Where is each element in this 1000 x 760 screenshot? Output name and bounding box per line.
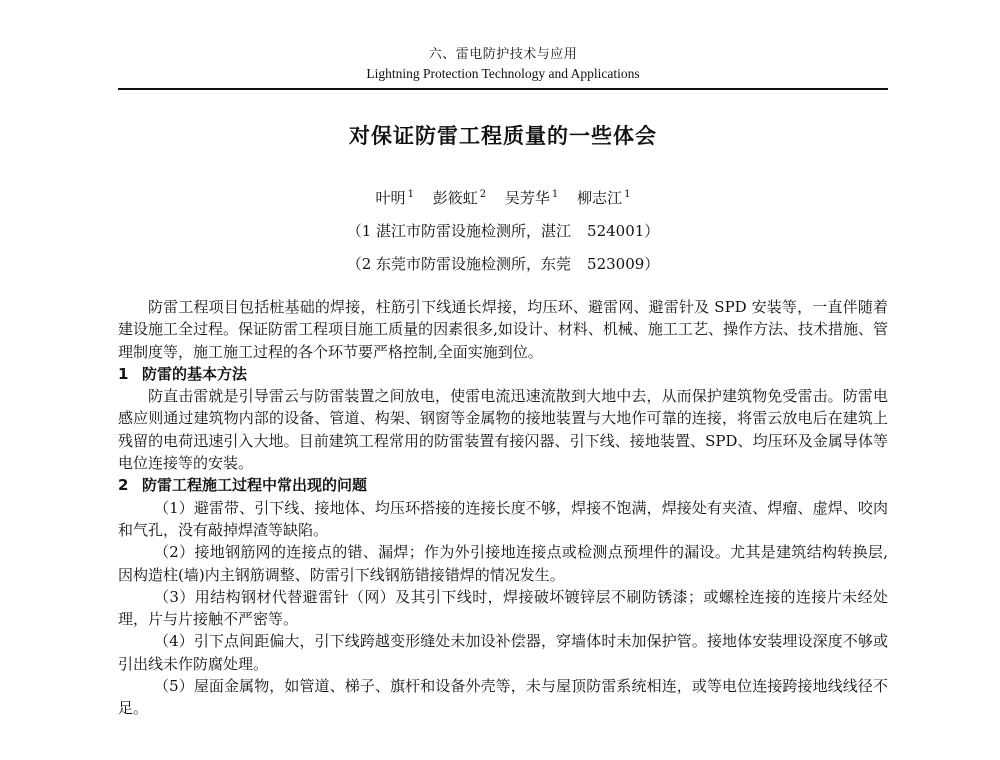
author xyxy=(577,188,630,208)
affiliation-text: （1 湛江市防雷设施检测所，湛江 xyxy=(346,222,572,240)
problem-item: （3）用结构钢材代替避雷针（网）及其引下线时，焊接破坏镀锌层不刷防锈漆；或螺栓连接的连接片未经处理，片与片接触不严密等。 xyxy=(118,587,888,629)
running-head-chinese: 六、雷电防护技术与应用 xyxy=(428,47,578,62)
affiliation-text: （2 东莞市防雷设施检测所，东莞 xyxy=(346,255,572,273)
author-affiliation-mark: 2 xyxy=(479,189,487,200)
author xyxy=(505,188,558,208)
section-number: 1 xyxy=(118,364,129,383)
problem-item: （1）避雷带、引下线、接地体、均压环搭接的连接长度不够，焊接不饱满，焊接处有夹渣、焊瘤、虚焊、咬肉和气孔，没有敲掉焊渣等缺陷。 xyxy=(118,498,888,539)
section-number: 2 xyxy=(118,476,129,495)
author-list xyxy=(118,188,888,208)
postal-code: 524001） xyxy=(587,222,660,240)
running-head xyxy=(118,46,888,82)
author-affiliation-mark: 1 xyxy=(407,189,414,200)
body-text xyxy=(118,296,888,720)
problem-item: （5）屋面金属物，如管道、梯子、旗杆和设备外壳等，未与屋顶防雷系统相连，或等电位连接跨接地线线径不足。 xyxy=(118,677,888,718)
affiliation-line xyxy=(118,254,888,274)
problem-item: （4）引下点间距偏大，引下线跨越变形缝处未加设补偿器，穿墙体时未加保护管。接地体安装埋设深度不够或引出线未作防腐处理。 xyxy=(118,632,888,673)
author xyxy=(433,188,486,208)
affiliation-line xyxy=(118,221,888,241)
running-head-english: Lightning Protection Technology and Applications xyxy=(366,66,640,81)
section-heading xyxy=(118,474,888,496)
author-affiliation-mark: 1 xyxy=(551,189,559,200)
paper-title: 对保证防雷工程质量的一些体会 xyxy=(349,124,657,148)
section-title: 防雷工程施工过程中常出现的问题 xyxy=(142,476,368,495)
postal-code: 523009） xyxy=(587,255,660,273)
author xyxy=(376,188,414,208)
author-name: 吴芳华 xyxy=(504,189,550,207)
author-name: 叶明 xyxy=(375,189,406,207)
author-affiliation-mark: 1 xyxy=(624,189,631,200)
header-divider xyxy=(118,88,888,90)
author-name: 彭筱虹 xyxy=(432,189,478,207)
problem-item: （2）接地钢筋网的连接点的错、漏焊；作为外引接地连接点或检测点预埋件的漏设。尤其是建筑结构转换层,因构造柱(墙)内主钢筋调整、防雷引下线钢筋错接错焊的情况发生。 xyxy=(118,543,888,584)
section-title: 防雷的基本方法 xyxy=(142,364,248,383)
section-heading xyxy=(118,363,888,385)
intro-paragraph: 防雷工程项目包括桩基础的焊接，柱筋引下线通长焊接，均压环、避雷网、避雷针及 SPD 安装等，一直伴随着建设施工全过程。保证防雷工程项目施工质量的因素很多,如设计、材料、机械、施工工艺、操作方法、技术措施、管理制度等，施工施工过程的各个环节要严格控制,全面实施到位。 xyxy=(118,298,888,361)
author-name: 柳志江 xyxy=(577,189,623,207)
section-paragraph: 防直击雷就是引导雷云与防雷装置之间放电，使雷电流迅速流散到大地中去，从而保护建筑物免受雷击。防雷电感应则通过建筑物内部的设备、管道、构架、钢窗等金属物的接地装置与大地作可靠的连接，将雷云放电后在建筑上残留的电荷迅速引入大地。目前建筑工程常用的防雷装置有接闪器、引下线、接地装置、SPD、均压环及金属导体等电位连接等的安装。 xyxy=(118,387,888,473)
